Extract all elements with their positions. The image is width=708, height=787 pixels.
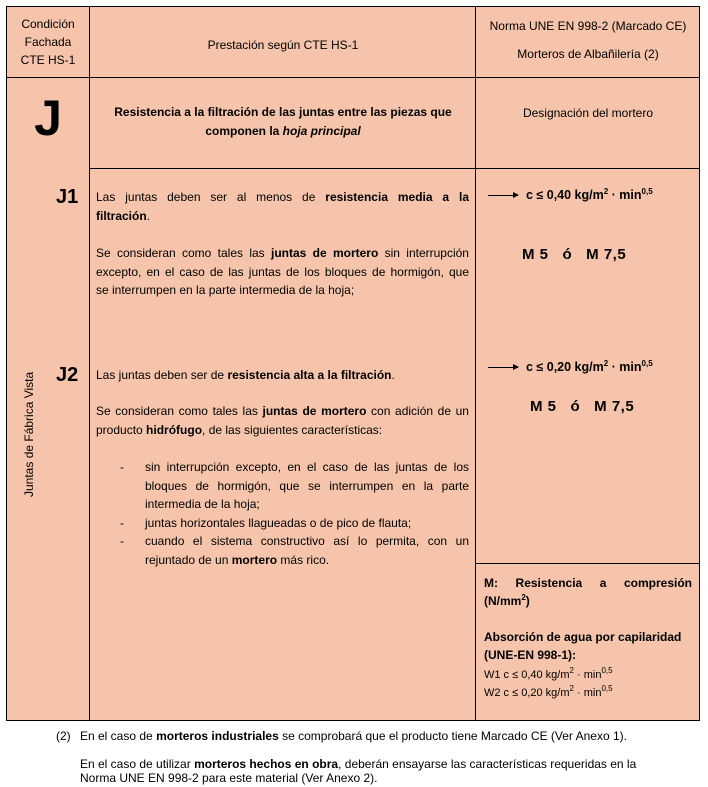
footnote-line1 [80,729,627,743]
designation-label: Designación del mortero [522,106,654,120]
header-performance: Prestación según CTE HS-1 [207,38,359,52]
j2-p1-a: Las juntas deben ser de [96,368,228,382]
j2-p2-l2-b: hidrófugo [146,422,203,437]
bullet-1-line2: bloques de hormigón, que se interrumpen en la parte [145,478,469,493]
j1-requirement [488,188,653,202]
legend-m-unit: (N/mm [484,594,522,608]
j2-p2-b: juntas de mortero [262,404,367,418]
j1-p2-line1 [96,244,469,263]
j2-p2-a: Se consideran como tales las [96,404,263,418]
j1-p2-c: sin interrupción [378,246,469,260]
legend-w1-text: W1 c ≤ 0,40 kg/m [484,669,570,681]
footnote-l2-c: , deberán ensayarse las características requeridas en la [338,757,637,771]
section-letter: J [34,90,62,146]
section-title-italic: hoja principal [282,124,361,138]
j2-req-sup: 2 [603,359,609,368]
section-title-line2 [90,122,476,141]
j1-p2-a: Se consideran como tales las [96,246,271,260]
arrow-icon [488,195,518,196]
j1-req-sup: 2 [603,187,609,196]
bullet-3-l2-c: más rico. [277,552,330,567]
j2-p2-l2-a: producto [96,422,147,437]
arrow-icon [488,367,518,368]
header-divider [6,77,700,78]
j1-req-text: c ≤ 0,40 kg/m [526,188,604,202]
j1-paragraph-1 [96,188,469,225]
legend-w1 [484,666,692,684]
j2-p2-line1 [96,402,469,421]
legend-w1-sup2: 0,5 [601,666,613,675]
j2-req-mid: · min [608,360,642,374]
bullet-dash: - [120,534,124,548]
j2-p1-b: resistencia alta a la filtración [227,368,392,382]
footnote-l1-a: En el caso de [80,729,157,743]
legend-abs-line2: (UNE-EN 998-1): [484,648,577,662]
header-standard [476,12,700,68]
j1-p1-a: Las juntas deben ser al menos de [96,190,326,204]
legend-m-close: ) [525,594,530,608]
bullet-3-line2 [145,551,469,570]
side-label: Juntas de Fábrica Vista [22,371,36,497]
legend-w2-sup: 2 [569,684,574,693]
table-border-top [6,6,700,7]
legend [484,574,692,702]
legend-w2 [484,684,692,702]
header-condition [6,15,90,69]
header-condition-line: Condición [21,17,75,31]
section-divider [90,168,700,169]
bullet-3-line1: cuando el sistema constructivo así lo permita, con un [145,534,469,548]
header-condition-line: Fachada [24,35,72,49]
j2-code: J2 [56,364,79,386]
legend-w1-sup: 2 [569,666,574,675]
section-title-prefix: componen la [205,124,283,138]
j1-p2-line3: se interrumpen en la parte intermedia de la hoja; [96,283,355,297]
footnote-line3: Norma UNE EN 998-2 para este material (Ver Anexo 2). [80,771,378,785]
legend-w2-min: · min [573,687,602,699]
j1-p1-line1 [96,188,469,207]
j1-paragraph-2 [96,244,469,300]
footnote-line2 [80,757,636,771]
j1-p1-c: filtración [96,208,147,223]
j2-bullet-list [96,458,469,573]
header-condition-line: CTE HS-1 [20,53,76,67]
j2-p1-c: . [391,368,395,382]
j1-p2-b: juntas de mortero [271,246,379,260]
footnote-l1-b: morteros industriales [156,729,279,743]
bullet-1 [145,458,469,514]
j2-p2-c: con adición de un [366,404,469,418]
j1-mortar: M 5 ó M 7,5 [522,246,627,263]
bullet-dash: - [120,460,124,474]
bullet-3-l2-b: mortero [231,552,278,567]
bullet-2: juntas horizontales llagueadas o de pico de flauta; [145,516,412,530]
j2-req-sup2: 0,5 [641,359,653,368]
legend-w2-sup2: 0,5 [601,684,613,693]
footnote-number: (2) [56,729,71,743]
bullet-3-l2-a: rejuntado de un [145,552,232,567]
legend-divider [476,563,700,564]
legend-abs-line1: Absorción de agua por capilaridad [484,630,682,644]
footnote-l2-b: morteros hechos en obra [194,757,339,771]
legend-m-line1: M: Resistencia a compresión [484,576,692,590]
legend-m-line2 [484,592,692,610]
j1-p2-line2: excepto, en el caso de las juntas de los bloques de hormigón, que [96,264,469,279]
j2-paragraph-2 [96,402,469,439]
section-title [90,103,476,141]
bullet-dash: - [120,516,124,530]
header-standard-line1: Norma UNE EN 998-2 (Marcado CE) [489,19,687,33]
j2-paragraph-1 [96,366,469,385]
legend-w2-text: W2 c ≤ 0,20 kg/m [484,687,570,699]
j1-code: J1 [56,186,79,208]
j1-p1-d: . [146,208,151,223]
j2-p2-l2-c: , de las siguientes características: [202,422,383,437]
j2-p2-line2 [96,421,469,440]
j2-requirement [488,360,653,374]
j2-mortar: M 5 ó M 7,5 [530,398,635,415]
bullet-1-line1: sin interrupción excepto, en el caso de las juntas de los [145,460,469,474]
header-standard-line2: Morteros de Albañilería (2) [517,47,659,61]
section-title-line1: Resistencia a la filtración de las juntas entre las piezas que [114,105,452,119]
bullet-3 [145,532,469,569]
bullet-1-line3: intermedia de la hoja; [145,497,260,511]
j1-p1-b: resistencia media a la [325,190,469,204]
j1-p1-line2 [96,207,469,226]
j1-req-mid: · min [608,188,642,202]
table-border-bottom [6,720,700,721]
j1-req-sup2: 0,5 [641,187,653,196]
footnote-l2-a: En el caso de utilizar [80,757,195,771]
footnote-l1-c: se comprobará que el producto tiene Marcado CE (Ver Anexo 1). [278,729,627,743]
legend-w1-min: · min [573,669,602,681]
legend-m-sup: 2 [521,593,526,602]
j2-req-text: c ≤ 0,20 kg/m [526,360,604,374]
